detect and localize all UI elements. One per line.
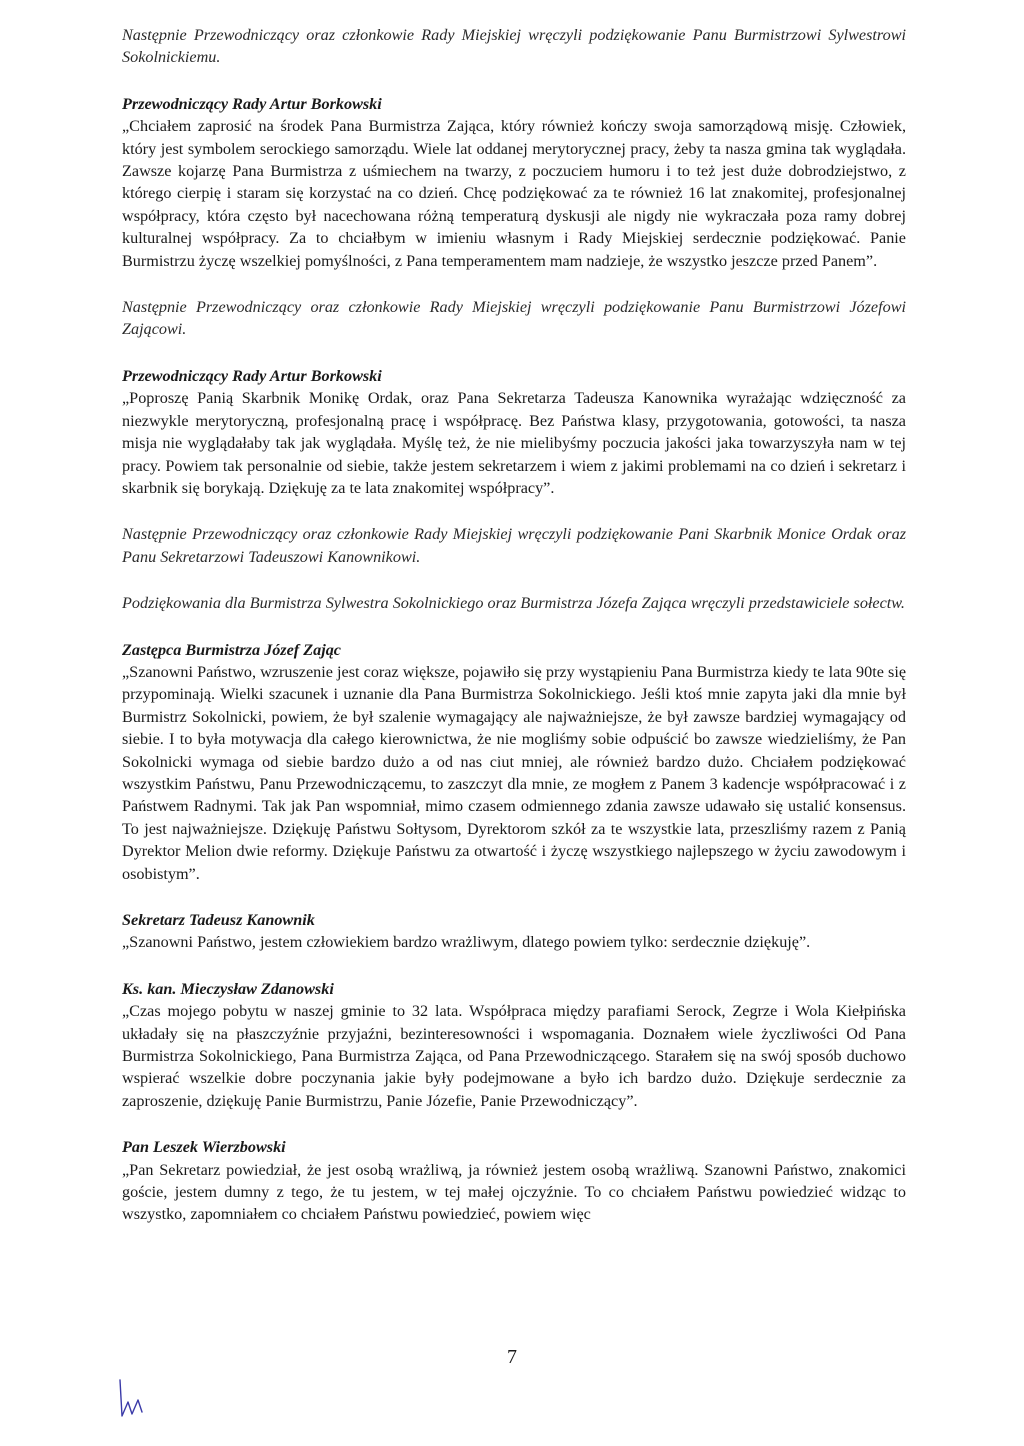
speech-paragraph: „Czas mojego pobytu w naszej gminie to 32 lata. Współpraca między parafiami Serock, Zegrze i Wola Kiełpińska układały się na płaszczyźnie przyjaźni, bezinteresowności i wspomagania. Doznałem wiele życzliwości Od Pana Burmistrza Sokolnickiego, Pana Burmistrza Zająca, od Pana Przewodniczącego. Starałem się na swój sposób duchowo wspierać wszelkie dobre poczynania jakie były podejmowane a było ich bardzo dużo. Dziękuje serdecznie za zaproszenie, dziękuję Panie Burmistrzu, Panie Józefie, Panie Przewodniczący”.: [122, 1002, 906, 1110]
speaker-name: Przewodniczący Rady Artur Borkowski: [122, 366, 382, 385]
speaker-name: Zastępca Burmistrza Józef Zając: [122, 640, 341, 659]
narration-paragraph: Podziękowania dla Burmistrza Sylwestra Sokolnickiego oraz Burmistrza Józefa Zająca wręczyli przedstawiciele sołectw.: [122, 594, 905, 613]
speaker-name: Sekretarz Tadeusz Kanownik: [122, 911, 315, 929]
speech-paragraph: „Chciałem zaprosić na środek Pana Burmistrza Zająca, który również kończy swoja samorządową misję. Człowiek, który jest symbolem serockiego samorządu. Wiele lat oddanej merytorycznej pracy, żeby ta nasza gmina tak wyglądała. Zawsze kojarzę Pana Burmistrza z uśmiechem na twarzy, z poczuciem humoru i to też jest duże dobrodziejstwo, z którego cierpię i staram się korzystać na co dzień. Chcę podziękować za te również 16 lat znakomitej, profesjonalnej współpracy, która często był nacechowana różną temperaturą dyskusji ale nigdy nie wykraczała poza ramy dobrej kulturalnej współpracy. Za to chciałbym w imieniu własnym i Rady Miejskiej serdecznie podziękować. Panie Burmistrzu życzę wszelkiej pomyślności, z Pana temperamentem mam nadzieje, że wszystko jeszcze przed Panem”.: [122, 117, 906, 270]
narration-paragraph: Następnie Przewodniczący oraz członkowie Rady Miejskiej wręczyli podziękowanie Pani Skarbnik Monice Ordak oraz Panu Sekretarzowi Tadeuszowi Kanownikowi.: [122, 525, 906, 566]
speech-paragraph: „Szanowni Państwo, wzruszenie jest coraz większe, pojawiło się przy wystąpieniu Pana Burmistrza kiedy te lata 90te się przypominają. Wielki szacunek i uznanie dla Pana Burmistrza Sokolnickiego. Jeśli ktoś mnie zapyta jaki dla mnie był Burmistrz Sokolnicki, powiem, że był szalenie wymagający ale najważniejsze, że był zawsze bardziej wymagający od siebie. I to była motywacja dla całego kierownictwa, że nie mogliśmy sobie odpuścić bo zawsze wiedzieliśmy, że Pan Sokolnicki wymaga od siebie bardzo dużo a od nas ciut mniej, ale również bardzo dużo. Chciałem podziękować wszystkim Państwu, Panu Przewodniczącemu, to zaszczyt dla mnie, ze mogłem z Panem 3 kadencje współpracować i z Państwem Radnymi. Tak jak Pan wspomniał, mimo czasem odmiennego zdania zawsze udawało się ustalić konsensus. To jest najważniejsze. Dziękuję Państwu Sołtysom, Dyrektorom szkół za te wszystkie lata, przeszliśmy razem z Panią Dyrektor Melion dwie reformy. Dziękuje Państwu za otwartość i życzę wszystkiego najlepszego w życiu zawodowym i osobistym”.: [122, 662, 906, 883]
speaker-name: Pan Leszek Wierzbowski: [122, 1138, 286, 1157]
signature-mark: [116, 1378, 160, 1418]
document-body: [122, 24, 906, 1226]
page-number: 7: [507, 1346, 517, 1368]
speaker-name: Ks. kan. Mieczysław Zdanowski: [122, 979, 334, 998]
speaker-name: Przewodniczący Rady Artur Borkowski: [122, 94, 382, 113]
narration-paragraph: Następnie Przewodniczący oraz członkowie Rady Miejskiej wręczyli podziękowanie Panu Burmistrzowi Józefowi Zającowi.: [122, 298, 906, 339]
speech-paragraph: „Poproszę Panią Skarbnik Monikę Ordak, oraz Pana Sekretarza Tadeusza Kanownika wyrażając wdzięczność za niezwykle merytoryczną, profesjonalną pracę i współpracę. Bez Państwa klasy, przygotowania, gotowości, ta nasza misja nie wyglądałaby tak jak wyglądała. Myślę też, że nie mielibyśmy poczucia jakości jaka towarzyszyła nam w tej pracy. Powiem tak personalnie od siebie, także jestem sekretarzem i wiem z jakimi problemami na co dzień i sekretarz i skarbnik się borykają. Dziękuję za te lata znakomitej współpracy”.: [122, 389, 906, 497]
speech-paragraph: „Szanowni Państwo, jestem człowiekiem bardzo wrażliwym, dlatego powiem tylko: serdecznie dziękuję”.: [122, 933, 811, 952]
narration-paragraph: Następnie Przewodniczący oraz członkowie Rady Miejskiej wręczyli podziękowanie Panu Burmistrzowi Sylwestrowi Sokolnickiemu.: [122, 26, 906, 67]
speech-paragraph: „Pan Sekretarz powiedział, że jest osobą wrażliwą, ja również jestem osobą wrażliwą. Szanowni Państwo, znakomici goście, jestem dumny z tego, że tu jestem, w tej małej ojczyźnie. To co chciałem Państwu powiedzieć widząc to wszystko, zapomniałem co chciałem Państwu powiedzieć, powiem więc: [122, 1160, 906, 1224]
